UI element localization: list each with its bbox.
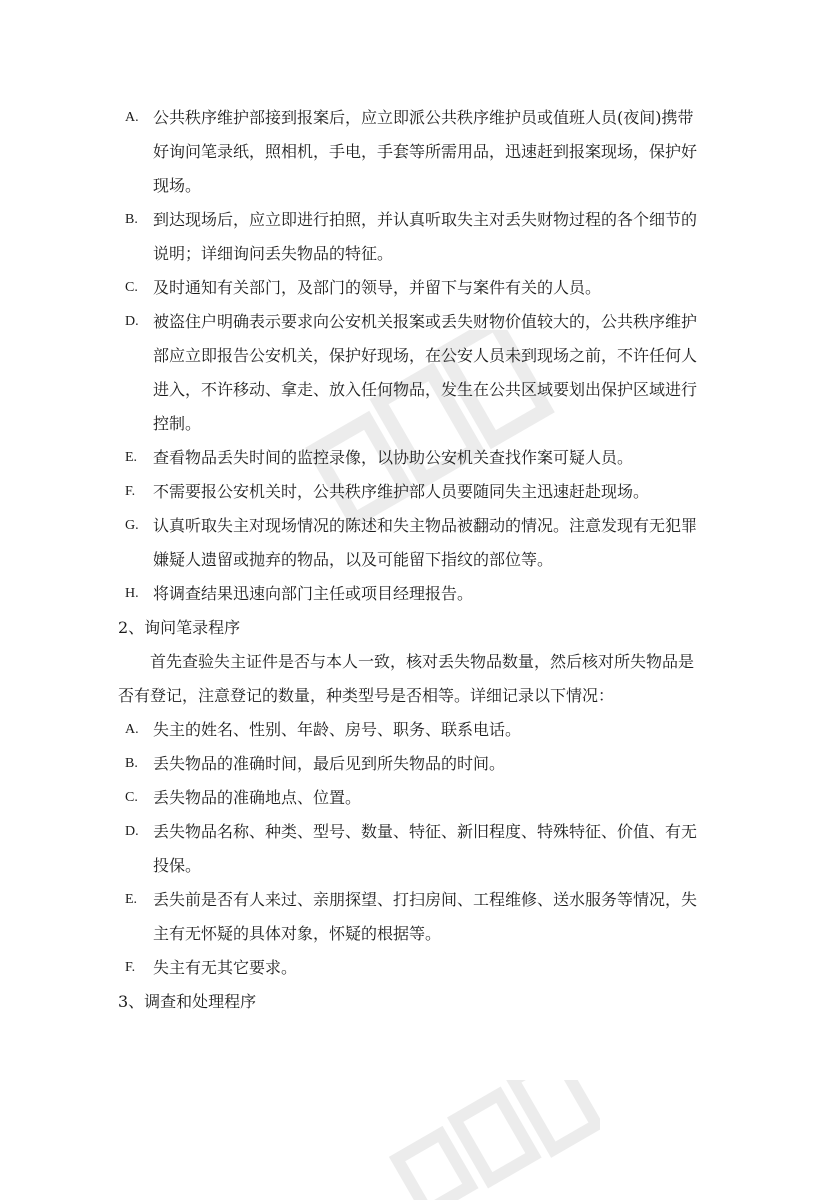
list-marker: C. [125, 280, 138, 295]
list-marker: C. [125, 790, 138, 805]
list-item-text: 认真听取失主对现场情况的陈述和失主物品被翻动的情况。注意发现有无犯罪嫌疑人遗留或抛弃的物品，以及可能留下指纹的部位等。 [153, 516, 698, 569]
list-item-text: 丢失物品的准确时间，最后见到所失物品的时间。 [153, 754, 506, 773]
list-marker: B. [125, 756, 138, 771]
watermark-logo-icon-bottom [380, 1080, 600, 1200]
list-item [125, 713, 705, 747]
list-marker: H. [125, 586, 139, 601]
list-item-text: 丢失物品名称、种类、型号、数量、特征、新旧程度、特殊特征、价值、有无投保。 [153, 822, 698, 875]
list-marker: E. [125, 450, 138, 465]
list-marker: F. [125, 960, 136, 975]
list-item [125, 305, 705, 441]
list-item-text: 丢失物品的准确地点、位置。 [153, 788, 362, 807]
list-item-text: 失主有无其它要求。 [153, 958, 298, 977]
list-item-text: 不需要报公安机关时，公共秩序维护部人员要随同失主迅速赶赴现场。 [153, 482, 650, 501]
list-item [125, 883, 705, 951]
section-heading-inquiry: 2、询问笔录程序 [118, 618, 241, 637]
list-item [125, 101, 705, 203]
list-item [125, 441, 705, 475]
document-body [118, 101, 705, 1019]
list-item-text: 失主的姓名、性别、年龄、房号、职务、联系电话。 [153, 720, 522, 739]
section-heading-investigation: 3、调查和处理程序 [118, 992, 257, 1011]
list-marker: D. [125, 314, 139, 329]
list-item-text: 查看物品丢失时间的监控录像，以协助公安机关查找作案可疑人员。 [153, 448, 634, 467]
list-item-text: 公共秩序维护部接到报案后，应立即派公共秩序维护员或值班人员(夜间)携带好询问笔录纸，照相机，手电，手套等所需用品，迅速赶到报案现场，保护好现场。 [153, 108, 698, 195]
list-item-text: 被盗住户明确表示要求向公安机关报案或丢失财物价值较大的，公共秩序维护部应立即报告公安机关，保护好现场，在公安人员未到现场之前，不许任何人进入，不许移动、拿走、放入任何物品，发生在公共区域要划出保护区域进行控制。 [153, 312, 698, 433]
list-marker: A. [125, 722, 139, 737]
list-item-text: 将调查结果迅速向部门主任或项目经理报告。 [153, 584, 474, 603]
list-item [125, 747, 705, 781]
list-marker: D. [125, 824, 139, 839]
list-item [125, 203, 705, 271]
list-marker: G. [125, 518, 139, 533]
list-item-text: 及时通知有关部门，及部门的领导，并留下与案件有关的人员。 [153, 278, 602, 297]
list-item [125, 951, 705, 985]
list-item [125, 509, 705, 577]
list-marker: B. [125, 212, 138, 227]
list-item-text: 到达现场后，应立即进行拍照，并认真听取失主对丢失财物过程的各个细节的说明；详细询问丢失物品的特征。 [153, 210, 698, 263]
section-paragraph: 首先查验失主证件是否与本人一致，核对丢失物品数量，然后核对所失物品是否有登记，注意登记的数量，种类型号是否相等。详细记录以下情况： [118, 652, 695, 705]
list-item [125, 271, 705, 305]
list-item [125, 577, 705, 611]
list-marker: E. [125, 892, 138, 907]
list-item [125, 781, 705, 815]
list-item [125, 475, 705, 509]
list-marker: A. [125, 110, 139, 125]
list-item-text: 丢失前是否有人来过、亲朋探望、打扫房间、工程维修、送水服务等情况，失主有无怀疑的具体对象，怀疑的根据等。 [153, 890, 698, 943]
list-marker: F. [125, 484, 136, 499]
list-item [125, 815, 705, 883]
